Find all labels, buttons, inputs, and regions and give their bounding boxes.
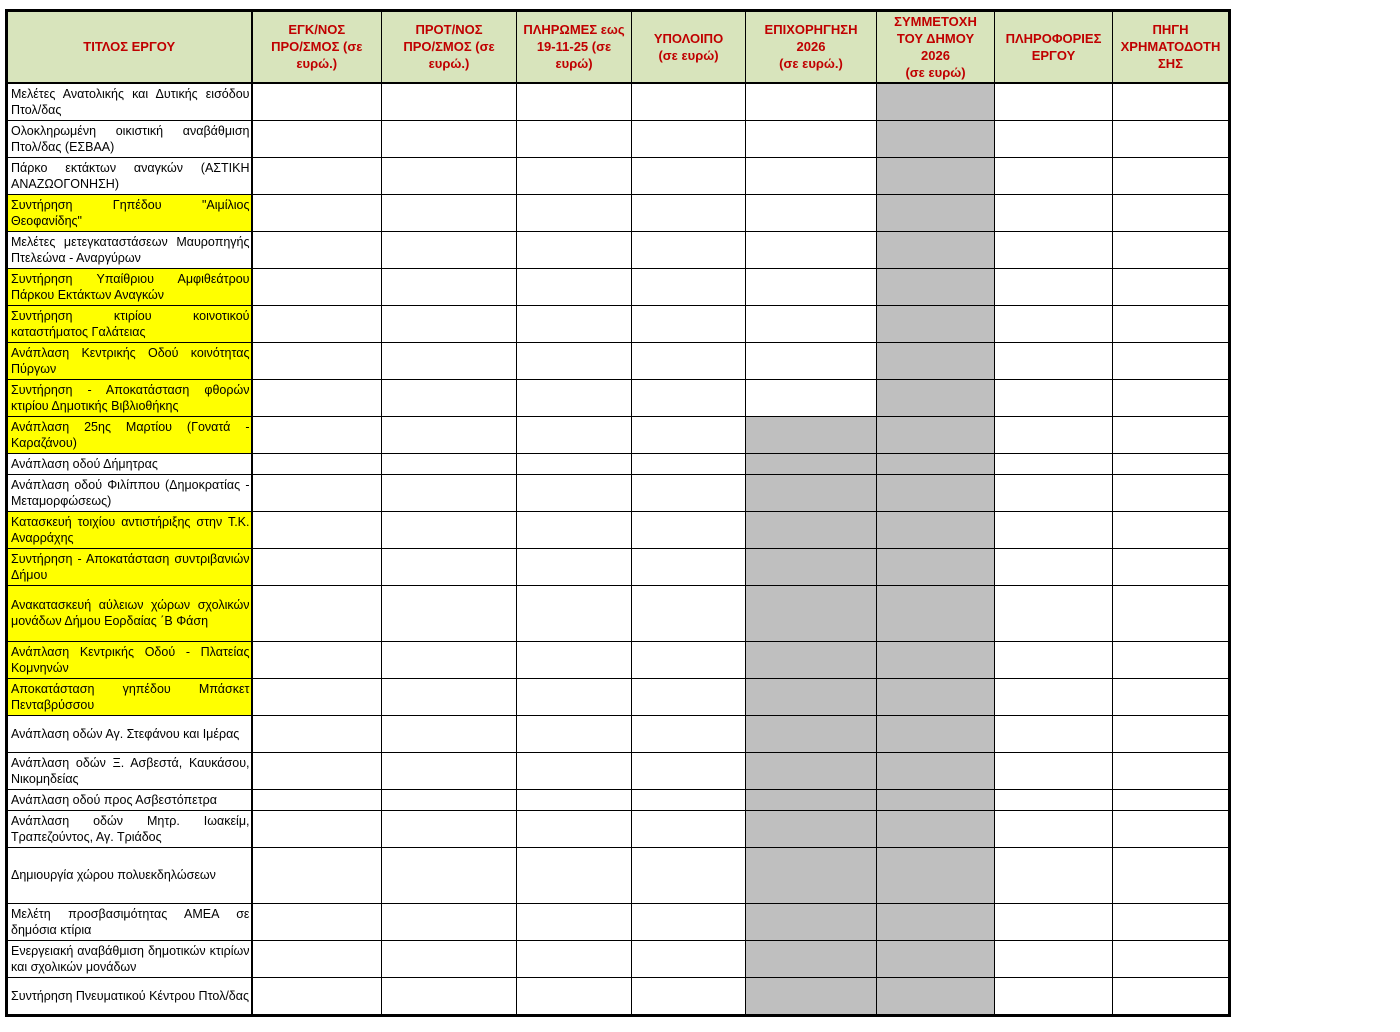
project-title-cell[interactable]: Συντήρηση Πνευματικού Κέντρου Πτολ/δας: [7, 977, 252, 1015]
subsidy-2026-cell[interactable]: [746, 83, 877, 121]
approved-budget-cell[interactable]: [252, 810, 382, 847]
funding-source-cell[interactable]: [1113, 231, 1230, 268]
proposed-budget-cell[interactable]: [382, 715, 517, 752]
approved-budget-cell[interactable]: [252, 342, 382, 379]
proposed-budget-cell[interactable]: [382, 641, 517, 678]
table-row: [7, 157, 1230, 194]
table-row: [7, 268, 1230, 305]
funding-source-cell[interactable]: [1113, 641, 1230, 678]
payments-cell[interactable]: [517, 453, 632, 474]
subsidy-2026-cell[interactable]: [746, 977, 877, 1015]
project-title-cell[interactable]: Αποκατάσταση γηπέδου Μπάσκετ Πενταβρύσσου: [7, 678, 252, 715]
subsidy-2026-cell[interactable]: [746, 752, 877, 789]
proposed-budget-cell[interactable]: [382, 231, 517, 268]
subsidy-2026-cell[interactable]: [746, 715, 877, 752]
proposed-budget-cell[interactable]: [382, 977, 517, 1015]
header-line: ΠΛΗΡΟΦΟΡΙΕΣ: [1005, 30, 1102, 46]
subsidy-2026-cell[interactable]: [746, 453, 877, 474]
payments-cell[interactable]: [517, 715, 632, 752]
table-row: [7, 379, 1230, 416]
proposed-budget-cell[interactable]: [382, 585, 517, 641]
approved-budget-cell[interactable]: [252, 83, 382, 121]
subsidy-2026-cell[interactable]: [746, 789, 877, 810]
header-row: [7, 11, 1230, 83]
payments-cell[interactable]: [517, 268, 632, 305]
project-title-cell[interactable]: Μελέτη προσβασιμότητας ΑΜΕΑ σε δημόσια κτίρια: [7, 903, 252, 940]
project-title-cell[interactable]: Συντήρηση Υπαίθριου Αμφιθεάτρου Πάρκου Εκτάκτων Αναγκών: [7, 268, 252, 305]
approved-budget-cell[interactable]: [252, 940, 382, 977]
project-title-cell[interactable]: Ανάπλαση οδών Ξ. Ασβεστά, Καυκάσου, Νικομηδείας: [7, 752, 252, 789]
project-title-cell[interactable]: Συντήρηση Γηπέδου "Αιμίλιος Θεοφανίδης": [7, 194, 252, 231]
project-title-cell[interactable]: Ανάπλαση Κεντρικής Οδού - Πλατείας Κομνηνών: [7, 641, 252, 678]
municipality-share-cell[interactable]: [877, 268, 995, 305]
remaining-cell[interactable]: [632, 752, 746, 789]
table-row: [7, 752, 1230, 789]
header-line: (σε ευρώ): [658, 47, 719, 63]
payments-cell[interactable]: [517, 940, 632, 977]
municipality-share-cell[interactable]: [877, 83, 995, 121]
funding-source-cell[interactable]: [1113, 342, 1230, 379]
approved-budget-cell[interactable]: [252, 194, 382, 231]
table-row: [7, 231, 1230, 268]
remaining-cell[interactable]: [632, 810, 746, 847]
project-title-cell[interactable]: Ανάπλαση οδού Φιλίππου (Δημοκρατίας - Μεταμορφώσεως): [7, 474, 252, 511]
project-title-cell[interactable]: Ανάπλαση οδών Αγ. Στεφάνου και Ιμέρας: [7, 715, 252, 752]
table-row: [7, 903, 1230, 940]
municipality-share-cell[interactable]: [877, 194, 995, 231]
project-info-cell[interactable]: [995, 120, 1113, 157]
funding-source-cell[interactable]: [1113, 511, 1230, 548]
table-body: [7, 83, 1230, 1016]
subsidy-2026-cell[interactable]: [746, 379, 877, 416]
funding-source-cell[interactable]: [1113, 789, 1230, 810]
payments-cell[interactable]: [517, 585, 632, 641]
header-line: ΥΠΟΛΟΙΠΟ: [653, 30, 724, 46]
proposed-budget-cell[interactable]: [382, 194, 517, 231]
header-line: (σε ευρώ): [905, 64, 966, 80]
municipality-share-cell[interactable]: [877, 752, 995, 789]
header-proposed-budget: [382, 11, 517, 83]
table-row: [7, 83, 1230, 121]
project-title-cell[interactable]: Ολοκληρωμένη οικιστική αναβάθμιση Πτολ/δας (ΕΣΒΑΑ): [7, 120, 252, 157]
approved-budget-cell[interactable]: [252, 585, 382, 641]
project-title-cell[interactable]: Δημιουργία χώρου πολυεκδηλώσεων: [7, 847, 252, 903]
payments-cell[interactable]: [517, 810, 632, 847]
approved-budget-cell[interactable]: [252, 548, 382, 585]
payments-cell[interactable]: [517, 548, 632, 585]
municipality-share-cell[interactable]: [877, 977, 995, 1015]
remaining-cell[interactable]: [632, 194, 746, 231]
table-row: [7, 548, 1230, 585]
project-info-cell[interactable]: [995, 548, 1113, 585]
funding-source-cell[interactable]: [1113, 268, 1230, 305]
municipality-share-cell[interactable]: [877, 847, 995, 903]
approved-budget-cell[interactable]: [252, 903, 382, 940]
payments-cell[interactable]: [517, 379, 632, 416]
funding-source-cell[interactable]: [1113, 157, 1230, 194]
municipality-share-cell[interactable]: [877, 342, 995, 379]
subsidy-2026-cell[interactable]: [746, 548, 877, 585]
payments-cell[interactable]: [517, 511, 632, 548]
approved-budget-cell[interactable]: [252, 453, 382, 474]
header-line: ΠΛΗΡΩΜΕΣ εως: [523, 22, 625, 38]
funding-source-cell[interactable]: [1113, 453, 1230, 474]
payments-cell[interactable]: [517, 474, 632, 511]
subsidy-2026-cell[interactable]: [746, 157, 877, 194]
approved-budget-cell[interactable]: [252, 157, 382, 194]
municipality-share-cell[interactable]: [877, 157, 995, 194]
payments-cell[interactable]: [517, 231, 632, 268]
remaining-cell[interactable]: [632, 903, 746, 940]
project-info-cell[interactable]: [995, 940, 1113, 977]
proposed-budget-cell[interactable]: [382, 83, 517, 121]
project-info-cell[interactable]: [995, 157, 1113, 194]
project-info-cell[interactable]: [995, 474, 1113, 511]
project-info-cell[interactable]: [995, 903, 1113, 940]
municipality-share-cell[interactable]: [877, 474, 995, 511]
subsidy-2026-cell[interactable]: [746, 585, 877, 641]
table-row: [7, 453, 1230, 474]
remaining-cell[interactable]: [632, 847, 746, 903]
remaining-cell[interactable]: [632, 940, 746, 977]
municipality-share-cell[interactable]: [877, 585, 995, 641]
funding-source-cell[interactable]: [1113, 847, 1230, 903]
header-line: ΣΥΜΜΕΤΟΧΗ: [894, 13, 977, 29]
table-row: [7, 474, 1230, 511]
project-info-cell[interactable]: [995, 416, 1113, 453]
municipality-share-cell[interactable]: [877, 379, 995, 416]
header-subsidy-2026: [746, 11, 877, 83]
table-row: [7, 120, 1230, 157]
header-remaining: [632, 11, 746, 83]
municipality-share-cell[interactable]: [877, 231, 995, 268]
header-line: 2026: [796, 39, 826, 55]
subsidy-2026-cell[interactable]: [746, 342, 877, 379]
header-line: ΠΡΟ/ΣΜΟΣ (σε: [271, 39, 363, 55]
remaining-cell[interactable]: [632, 416, 746, 453]
project-title-cell[interactable]: Κατασκευή τοιχίου αντιστήριξης στην Τ.Κ. Αναρράχης: [7, 511, 252, 548]
table-row: [7, 678, 1230, 715]
header-line: ΕΡΓΟΥ: [1031, 47, 1076, 63]
proposed-budget-cell[interactable]: [382, 789, 517, 810]
project-info-cell[interactable]: [995, 847, 1113, 903]
remaining-cell[interactable]: [632, 585, 746, 641]
approved-budget-cell[interactable]: [252, 641, 382, 678]
project-info-cell[interactable]: [995, 342, 1113, 379]
proposed-budget-cell[interactable]: [382, 940, 517, 977]
header-project-title: [7, 11, 252, 83]
municipality-share-cell[interactable]: [877, 120, 995, 157]
header-line: (σε ευρώ.): [779, 56, 843, 72]
approved-budget-cell[interactable]: [252, 305, 382, 342]
table-row: [7, 977, 1230, 1015]
municipality-share-cell[interactable]: [877, 641, 995, 678]
header-approved-budget: [252, 11, 382, 83]
approved-budget-cell[interactable]: [252, 268, 382, 305]
remaining-cell[interactable]: [632, 231, 746, 268]
approved-budget-cell[interactable]: [252, 231, 382, 268]
payments-cell[interactable]: [517, 120, 632, 157]
table-row: [7, 789, 1230, 810]
funding-source-cell[interactable]: [1113, 715, 1230, 752]
proposed-budget-cell[interactable]: [382, 157, 517, 194]
project-info-cell[interactable]: [995, 977, 1113, 1015]
payments-cell[interactable]: [517, 194, 632, 231]
proposed-budget-cell[interactable]: [382, 268, 517, 305]
proposed-budget-cell[interactable]: [382, 474, 517, 511]
remaining-cell[interactable]: [632, 379, 746, 416]
proposed-budget-cell[interactable]: [382, 548, 517, 585]
header-payments: [517, 11, 632, 83]
header-funding-source: [1113, 11, 1230, 83]
project-info-cell[interactable]: [995, 268, 1113, 305]
header-project-info: [995, 11, 1113, 83]
project-info-cell[interactable]: [995, 641, 1113, 678]
project-title-cell[interactable]: Ανακατασκευή αύλειων χώρων σχολικών μονάδων Δήμου Εορδαίας ΄Β Φάση: [7, 585, 252, 641]
project-title-cell[interactable]: Ανάπλαση Κεντρικής Οδού κοινότητας Πύργων: [7, 342, 252, 379]
funding-source-cell[interactable]: [1113, 678, 1230, 715]
payments-cell[interactable]: [517, 342, 632, 379]
municipality-share-cell[interactable]: [877, 678, 995, 715]
municipality-share-cell[interactable]: [877, 903, 995, 940]
table-row: [7, 940, 1230, 977]
proposed-budget-cell[interactable]: [382, 678, 517, 715]
table-row: [7, 511, 1230, 548]
funding-source-cell[interactable]: [1113, 120, 1230, 157]
municipality-share-cell[interactable]: [877, 715, 995, 752]
project-info-cell[interactable]: [995, 511, 1113, 548]
subsidy-2026-cell[interactable]: [746, 678, 877, 715]
table-row: [7, 715, 1230, 752]
payments-cell[interactable]: [517, 789, 632, 810]
remaining-cell[interactable]: [632, 268, 746, 305]
payments-cell[interactable]: [517, 903, 632, 940]
proposed-budget-cell[interactable]: [382, 847, 517, 903]
funding-source-cell[interactable]: [1113, 83, 1230, 121]
project-title-cell[interactable]: Ανάπλαση 25ης Μαρτίου (Γονατά - Καραζάνου): [7, 416, 252, 453]
remaining-cell[interactable]: [632, 715, 746, 752]
funding-source-cell[interactable]: [1113, 752, 1230, 789]
payments-cell[interactable]: [517, 305, 632, 342]
subsidy-2026-cell[interactable]: [746, 231, 877, 268]
table-row: [7, 585, 1230, 641]
remaining-cell[interactable]: [632, 157, 746, 194]
payments-cell[interactable]: [517, 157, 632, 194]
approved-budget-cell[interactable]: [252, 847, 382, 903]
table-row: [7, 847, 1230, 903]
subsidy-2026-cell[interactable]: [746, 903, 877, 940]
proposed-budget-cell[interactable]: [382, 511, 517, 548]
projects-table: [5, 9, 1231, 1017]
header-line: ευρώ.): [296, 56, 338, 72]
table-row: [7, 342, 1230, 379]
municipality-share-cell[interactable]: [877, 305, 995, 342]
header-municipality-share-2026: [877, 11, 995, 83]
project-info-cell[interactable]: [995, 715, 1113, 752]
proposed-budget-cell[interactable]: [382, 453, 517, 474]
proposed-budget-cell[interactable]: [382, 810, 517, 847]
project-title-cell[interactable]: Ανάπλαση οδού προς Ασβεστόπετρα: [7, 789, 252, 810]
header-line: ΕΠΙΧΟΡΗΓΗΣΗ: [764, 22, 858, 38]
remaining-cell[interactable]: [632, 789, 746, 810]
header-line: ευρώ.): [428, 56, 470, 72]
project-info-cell[interactable]: [995, 231, 1113, 268]
header-line: ΕΓΚ/ΝΟΣ: [288, 22, 346, 38]
funding-source-cell[interactable]: [1113, 379, 1230, 416]
subsidy-2026-cell[interactable]: [746, 305, 877, 342]
proposed-budget-cell[interactable]: [382, 752, 517, 789]
project-title-cell[interactable]: Μελέτες Ανατολικής και Δυτικής εισόδου Πτολ/δας: [7, 83, 252, 121]
project-info-cell[interactable]: [995, 83, 1113, 121]
approved-budget-cell[interactable]: [252, 752, 382, 789]
subsidy-2026-cell[interactable]: [746, 268, 877, 305]
header-line: ευρώ): [555, 56, 593, 72]
remaining-cell[interactable]: [632, 342, 746, 379]
payments-cell[interactable]: [517, 83, 632, 121]
payments-cell[interactable]: [517, 847, 632, 903]
table-row: [7, 305, 1230, 342]
project-title-cell[interactable]: Συντήρηση - Αποκατάσταση φθορών κτιρίου Δημοτικής Βιβλιοθήκης: [7, 379, 252, 416]
payments-cell[interactable]: [517, 977, 632, 1015]
approved-budget-cell[interactable]: [252, 511, 382, 548]
header-line: ΠΗΓΗ: [1152, 22, 1189, 38]
remaining-cell[interactable]: [632, 678, 746, 715]
project-title-cell[interactable]: Μελέτες μετεγκαταστάσεων Μαυροπηγής Πτελεώνα - Αναργύρων: [7, 231, 252, 268]
subsidy-2026-cell[interactable]: [746, 641, 877, 678]
approved-budget-cell[interactable]: [252, 379, 382, 416]
approved-budget-cell[interactable]: [252, 789, 382, 810]
approved-budget-cell[interactable]: [252, 678, 382, 715]
project-info-cell[interactable]: [995, 678, 1113, 715]
project-info-cell[interactable]: [995, 789, 1113, 810]
subsidy-2026-cell[interactable]: [746, 194, 877, 231]
payments-cell[interactable]: [517, 752, 632, 789]
funding-source-cell[interactable]: [1113, 810, 1230, 847]
funding-source-cell[interactable]: [1113, 940, 1230, 977]
funding-source-cell[interactable]: [1113, 548, 1230, 585]
approved-budget-cell[interactable]: [252, 474, 382, 511]
funding-source-cell[interactable]: [1113, 305, 1230, 342]
header-line: ΤΙΤΛΟΣ ΕΡΓΟΥ: [83, 39, 176, 55]
remaining-cell[interactable]: [632, 120, 746, 157]
subsidy-2026-cell[interactable]: [746, 511, 877, 548]
project-title-cell[interactable]: Πάρκο εκτάκτων αναγκών (ΑΣΤΙΚΗ ΑΝΑΖΩΟΓΟΝΗΣΗ): [7, 157, 252, 194]
remaining-cell[interactable]: [632, 977, 746, 1015]
header-line: 2026: [921, 47, 950, 63]
project-info-cell[interactable]: [995, 305, 1113, 342]
project-title-cell[interactable]: Ανάπλαση οδού Δήμητρας: [7, 453, 252, 474]
subsidy-2026-cell[interactable]: [746, 474, 877, 511]
approved-budget-cell[interactable]: [252, 120, 382, 157]
subsidy-2026-cell[interactable]: [746, 120, 877, 157]
payments-cell[interactable]: [517, 641, 632, 678]
municipality-share-cell[interactable]: [877, 416, 995, 453]
payments-cell[interactable]: [517, 416, 632, 453]
table-row: [7, 194, 1230, 231]
funding-source-cell[interactable]: [1113, 474, 1230, 511]
header-line: 19-11-25 (σε: [536, 39, 612, 55]
municipality-share-cell[interactable]: [877, 453, 995, 474]
project-info-cell[interactable]: [995, 453, 1113, 474]
municipality-share-cell[interactable]: [877, 548, 995, 585]
municipality-share-cell[interactable]: [877, 511, 995, 548]
remaining-cell[interactable]: [632, 548, 746, 585]
header-line: ΠΡΟ/ΣΜΟΣ (σε: [403, 39, 495, 55]
project-info-cell[interactable]: [995, 810, 1113, 847]
approved-budget-cell[interactable]: [252, 977, 382, 1015]
header-line: ΧΡΗΜΑΤΟΔΟΤΗ: [1120, 39, 1221, 55]
project-info-cell[interactable]: [995, 379, 1113, 416]
subsidy-2026-cell[interactable]: [746, 810, 877, 847]
table-row: [7, 810, 1230, 847]
table-row: [7, 416, 1230, 453]
funding-source-cell[interactable]: [1113, 194, 1230, 231]
proposed-budget-cell[interactable]: [382, 416, 517, 453]
payments-cell[interactable]: [517, 678, 632, 715]
proposed-budget-cell[interactable]: [382, 903, 517, 940]
funding-source-cell[interactable]: [1113, 416, 1230, 453]
project-info-cell[interactable]: [995, 585, 1113, 641]
project-info-cell[interactable]: [995, 194, 1113, 231]
proposed-budget-cell[interactable]: [382, 379, 517, 416]
subsidy-2026-cell[interactable]: [746, 940, 877, 977]
project-info-cell[interactable]: [995, 752, 1113, 789]
table-row: [7, 641, 1230, 678]
budget-sheet: [5, 9, 1231, 1017]
proposed-budget-cell[interactable]: [382, 120, 517, 157]
proposed-budget-cell[interactable]: [382, 305, 517, 342]
municipality-share-cell[interactable]: [877, 789, 995, 810]
funding-source-cell[interactable]: [1113, 585, 1230, 641]
funding-source-cell[interactable]: [1113, 903, 1230, 940]
remaining-cell[interactable]: [632, 83, 746, 121]
header-line: ΠΡΟΤ/ΝΟΣ: [415, 22, 483, 38]
subsidy-2026-cell[interactable]: [746, 847, 877, 903]
project-title-cell[interactable]: Ανάπλαση οδών Μητρ. Ιωακείμ, Τραπεζούντος, Αγ. Τριάδος: [7, 810, 252, 847]
remaining-cell[interactable]: [632, 453, 746, 474]
project-title-cell[interactable]: Συντήρηση - Αποκατάσταση συντριβανιών Δήμου: [7, 548, 252, 585]
project-title-cell[interactable]: Συντήρηση κτιρίου κοινοτικού καταστήματος Γαλάτειας: [7, 305, 252, 342]
approved-budget-cell[interactable]: [252, 715, 382, 752]
remaining-cell[interactable]: [632, 474, 746, 511]
approved-budget-cell[interactable]: [252, 416, 382, 453]
municipality-share-cell[interactable]: [877, 940, 995, 977]
remaining-cell[interactable]: [632, 511, 746, 548]
funding-source-cell[interactable]: [1113, 977, 1230, 1015]
municipality-share-cell[interactable]: [877, 810, 995, 847]
remaining-cell[interactable]: [632, 305, 746, 342]
project-title-cell[interactable]: Ενεργειακή αναβάθμιση δημοτικών κτιρίων και σχολικών μονάδων: [7, 940, 252, 977]
header-line: ΣΗΣ: [1158, 56, 1183, 72]
subsidy-2026-cell[interactable]: [746, 416, 877, 453]
proposed-budget-cell[interactable]: [382, 342, 517, 379]
header-line: ΤΟΥ ΔΗΜΟΥ: [896, 30, 975, 46]
remaining-cell[interactable]: [632, 641, 746, 678]
